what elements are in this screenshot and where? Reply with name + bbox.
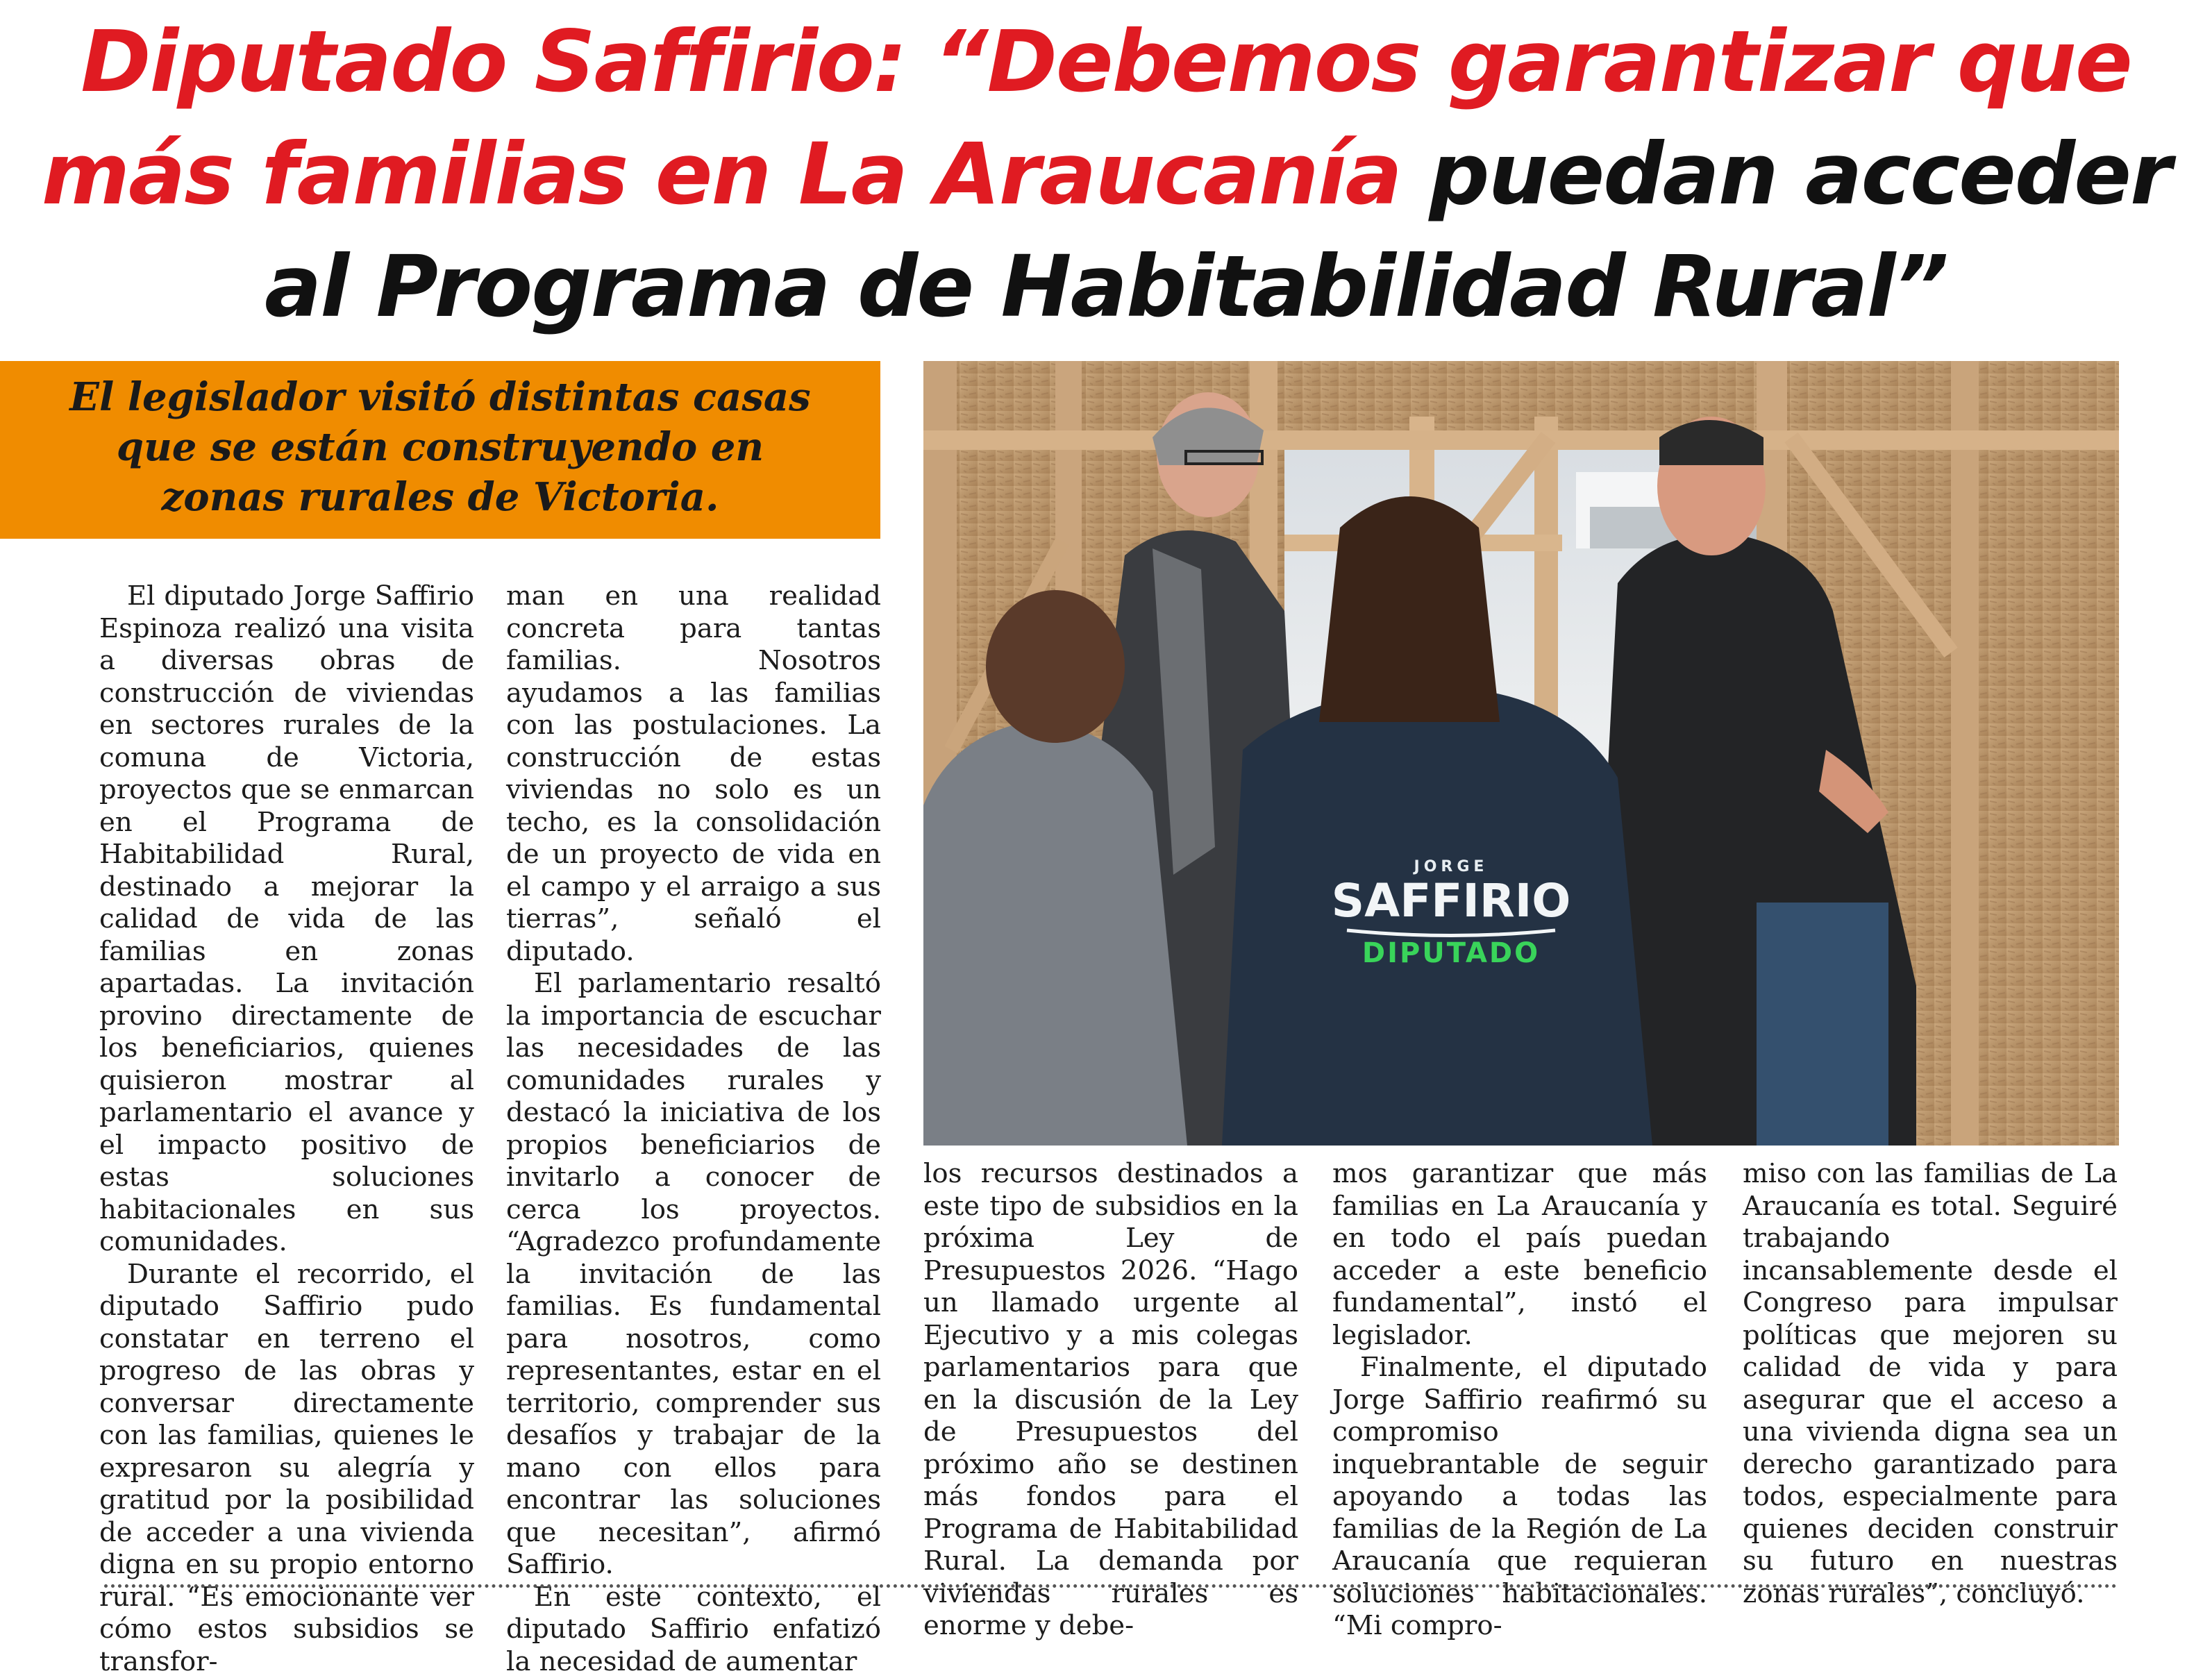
subheadline: El legislador visitó distintas casas que se están construyendo en zonas rurales de Victoria. [56,372,825,522]
paragraph: El parlamentario resaltó la importancia de escuchar las necesidades de las comunidades rurales y destacó la iniciativa de los propios beneficiarios de invitarlo a conocer de cerca los proyectos. “Agradezco profundamente la invitación de las familias. Es fundamental para nosotros, como representantes, estar en el territorio, comprender sus desafíos y trabajar de la mano con ellos para encontrar las soluciones que necesitan”, afirmó Saffirio. [506,968,881,1581]
article-column-3 [923,1158,1298,1575]
subheadline-box [0,361,880,539]
photo-illustration [923,361,2119,1146]
jacket-role: DIPUTADO [1362,937,1540,969]
paragraph: los recursos destinados a este tipo de subsidios en la próxima Ley de Presupuestos 2026. “Hago un llamado urgente al Ejecutivo y a mis colegas parlamentarios para que en la discusión de la Ley de Presupuestos del próximo año se destinen más fondos para el Programa de Habitabilidad Rural. La demanda por viviendas rurales es enorme y debe- [923,1158,1298,1643]
dotted-divider [104,1584,2118,1588]
jacket-name-small: JORGE [1413,858,1489,875]
paragraph: En este contexto, el diputado Saffirio enfatizó la necesidad de aumentar [506,1581,881,1678]
paragraph: man en una realidad concreta para tantas familias. Nosotros ayudamos a las familias con las postulaciones. La construcción de estas viviendas no solo es un techo, es la consolidación de un proyecto de vida en el campo y el arraigo a sus tierras”, señaló el diputado. [506,580,881,968]
article-column-1 [99,580,474,1580]
article-column-2 [506,580,881,1580]
headline-red-part: Diputado Saffirio: “Debemos garantizar que más familias en La Araucanía [42,12,2131,224]
article-column-4 [1332,1158,1707,1575]
article-column-5 [1743,1158,2118,1575]
paragraph: El diputado Jorge Saffirio Espinoza realizó una visita a diversas obras de construcción de viviendas en sectores rurales de la comuna de Victoria, proyectos que se enmarcan en el Programa de Habitabilidad Rural, destinado a mejorar la calidad de vida de las familias en zonas apartadas. La invitación provino directamente de los beneficiarios, quienes quisieron mostrar al parlamentario el avance y el impacto positivo de estas soluciones habitacionales en sus comunidades. [99,580,474,1259]
headline-black-part: puedan acceder al Programa de Habitabilidad Rural” [265,125,2170,336]
paragraph: miso con las familias de La Araucanía es total. Seguiré trabajando incansablemente desde el Congreso para impulsar políticas que mejoren su calidad de vida y para asegurar que el acceso a una vivienda digna sea un derecho garantizado para todos, especialmente para quienes deciden construir su futuro en nuestras zonas rurales”, concluyó. [1743,1158,2118,1610]
jacket-name-large: SAFFIRIO [1332,874,1571,928]
paragraph: Finalmente, el diputado Jorge Saffirio reafirmó su compromiso inquebrantable de seguir apoyando a todas las familias de la Región de La Araucanía que requieran soluciones habitacionales. “Mi compro- [1332,1352,1707,1643]
headline [28,6,2184,343]
article-photo [923,361,2119,1146]
paragraph: Durante el recorrido, el diputado Saffirio pudo constatar en terreno el progreso de las obras y conversar directamente con las familias, quienes le expresaron su alegría y gratitud por la posibilidad de acceder a una vivienda digna en su propio entorno rural. “Es emocionante ver cómo estos subsidios se transfor- [99,1259,474,1678]
paragraph: mos garantizar que más familias en La Araucanía y en todo el país puedan acceder a este beneficio fundamental”, instó el legislador. [1332,1158,1707,1352]
